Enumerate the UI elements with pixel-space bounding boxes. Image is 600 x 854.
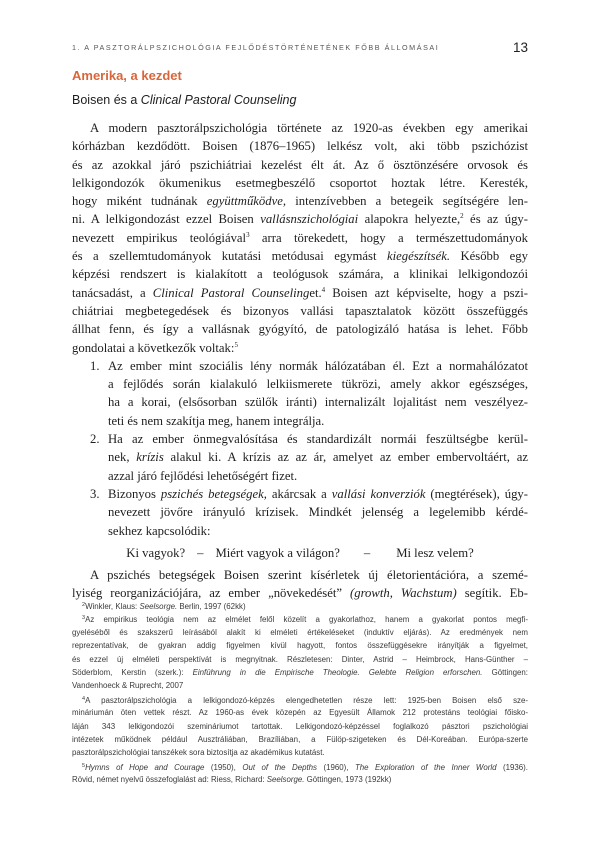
text-line: 1. Az ember mint szociális lény normák hálózatában él. Ezt a normahálózatot: [72, 357, 528, 375]
question: Miért vagyok a világon?: [215, 545, 340, 560]
body-text: [72, 119, 528, 603]
text-line: és a szellemtudományok kutatási metódusai egymást kiegészítsék. Később egy: [72, 249, 528, 264]
footnote-ref[interactable]: 2: [460, 212, 464, 221]
dash: –: [197, 545, 204, 560]
list-item-2: [72, 430, 528, 485]
list-number: 2.: [90, 432, 100, 447]
text-line: A pszichés betegségek Boisen szerint kísérletek új életorientációra, a szemé-: [90, 568, 528, 583]
text-line: chiátriai megbetegedések és bizonyos vallási tapasztalatok között összefüggés: [72, 303, 528, 318]
text-line: azzal járó fejlődési lehetőségért fizet.: [108, 468, 298, 483]
page-number: 13: [512, 40, 528, 55]
footnote-3: $^3$Az empirikus teológia nem az elmélet felől közelít a gyakorlathoz, hanem a gyakorlat pontos megfi- gyeléséből és szakszerű leírásából alakít ki elméleti értékeléseket (induktív eljárás). Az eredmények nem reprezentatívak, de gyakran addig figyelmen kívül hagyott, fontos összefüggésekre irányítják a figyelmet, és ezzel új elméleti perspektívát is megnyitnak. Részletesen: Dinter, Astrid – Heimbrock, Hans-Günther – Söderblom, Kerstin (szerk.): Einführung in die Empirische Theologie. Gelebte Religion erforschen. Göttingen: Vandenhoeck & Ruprecht, 2007: [72, 615, 529, 691]
text-line: képzési rendszert is kialakított a teológusok számára, a klinikai lelkigondozói: [72, 267, 528, 282]
list-number: 3.: [90, 486, 100, 501]
text-line: sekhez kapcsolódik:: [108, 523, 211, 538]
numbered-list: [72, 357, 528, 540]
text-line: a fejlődés során kialakuló lelkiismerete tükrözi, amely akkor egészséges,: [108, 377, 528, 392]
footnotes: [72, 599, 528, 786]
text-line: nek, krízis alakul ki. A krízis az az ár, amelyet az ember embervoltáért, az: [108, 450, 528, 465]
dash: –: [363, 545, 371, 560]
question: Ki vagyok?: [126, 545, 186, 560]
text-line: ha a korai, (elsősorban szülők iránti) internalizált lojalitást nem veszélyez-: [108, 395, 528, 410]
text-line: kórházban kezdődött. Boisen (1876–1965) lelkész volt, aki több pszichózist: [72, 139, 528, 154]
section-heading: Amerika, a kezdet: [72, 68, 182, 83]
text-line: teti és nem szakítja meg, hanem integrálja.: [108, 413, 325, 428]
list-number: 1.: [90, 358, 100, 373]
footnote-2: $^2$Winkler, Klaus: Seelsorge. Berlin, 1997 (62kk): [82, 602, 246, 611]
text-line: tanácsadást, a Clinical Pastoral Counselinget.$^4$ Boisen azt képviselte, hogy a pszi-: [72, 285, 528, 300]
running-title: 1. A PASZTORÁLPSZICHOLÓGIA FEJLŐDÉSTÖRTÉNETÉNEK FŐBB ÁLLOMÁSAI: [72, 43, 440, 52]
text-line: gondolatai a következők voltak:$^5$: [72, 340, 238, 355]
text-line: állhat fenn, és így a vallásnak gyógyító, de patologizáló hatása is lehet. Főbb: [72, 322, 528, 337]
text-line: lelkigondozók ökumenikus esetmegbeszélő csoportot hoztak létre. Keresték,: [72, 175, 528, 190]
subheading-text: Boisen és a: [72, 93, 141, 107]
paragraph-2: [72, 566, 528, 603]
footnote-4: $^4$A pasztorálpszichológia a lelkigondozó-képzés elengedhetetlen része lett: 1925-ben Boisen első sze- mináriumán öten vettek részt. Az 1960-as évek közepén az Egyesült Államok 212 protestáns teológiai főisko- láján 343 lelkigondozói szemináriumot tartottak. Lelkigondozó-képzéssel foglalkozó pásztori pszichológiai intézetek működnek például Ausztráliában, Brazíliában, a Fülöp-szigeteken és Dél-Koreában. Európa-szerte pasztorálpszichológiai tanszékek sora biztosítja az akadémikus kutatást.: [72, 695, 528, 758]
footnote-ref[interactable]: 4: [321, 285, 326, 294]
paragraph-1: [72, 119, 528, 357]
text-line: és az azokkal járó pszichiátriai kezelést élt át. Az ő ösztönzésére orvosok és: [72, 157, 528, 172]
text-line: 3. Bizonyos pszichés betegségek, akárcsak a vallási konverziók (megtérések), úgy-: [72, 485, 528, 503]
subheading-italic: Clinical Pastoral Counseling: [140, 93, 297, 107]
subheading: [72, 93, 296, 107]
text-line: lyiség reorganizációjára, az ember „növekedését” (growth, Wachstum) segítik. Eb-: [72, 586, 528, 601]
text-line: ni. A lelkigondozást ezzel Boisen vallásпszichológiai alapokra helyezte,$^2$ és az úgy-: [72, 212, 528, 227]
footnote-ref[interactable]: 5: [234, 340, 238, 349]
question: Mi lesz velem?: [396, 545, 474, 560]
footnote-5: $^5$Hymns of Hope and Courage (1950), Out of the Depths (1960), The Exploration of the Inner World (1936). Rövid, német nyelvű összefoglalást ad: Riess, Richard: Seelsorge. Göttingen, 1973 (192kk): [72, 762, 529, 785]
text-line: A modern pasztorálpszichológia története az 1920-as években egy amerikai: [90, 121, 528, 135]
list-item-1: [72, 357, 528, 430]
running-head: [72, 40, 528, 56]
footnote-ref[interactable]: 3: [246, 230, 250, 239]
list-item-3: [72, 485, 528, 540]
text-line: nevezett jövőre irányuló krízisek. Mindkét jelenség a legelemibb kérdé-: [108, 505, 528, 520]
text-line: 2. Ha az ember önmegvalósítása és standardizált normái feszültségbe kerül-: [72, 430, 528, 448]
text-line: hogy miként tudnának együttműködve, intenzívebben a betegeik segítségére len-: [72, 194, 528, 209]
questions-line: [72, 544, 528, 562]
text-line: nevezett empirikus teológiával$^3$ arra törekedett, hogy a természettudományok: [72, 230, 528, 245]
